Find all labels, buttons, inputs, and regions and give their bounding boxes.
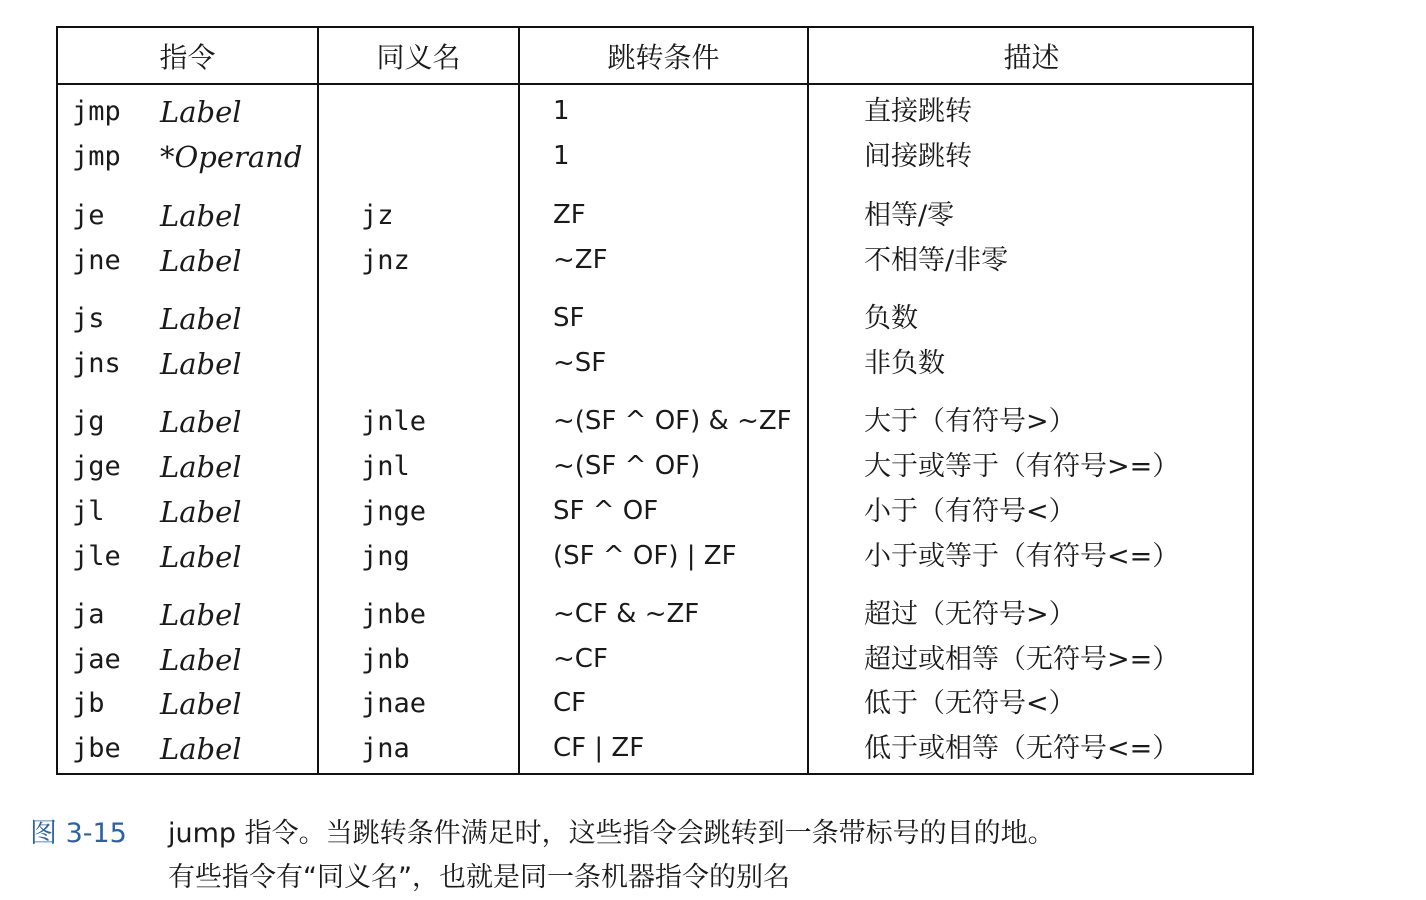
- operand-cell: *Operand: [160, 140, 303, 174]
- instruction-cell: jns: [72, 348, 121, 379]
- figure-caption: [30, 812, 1055, 900]
- synonym-cell: jnb: [361, 644, 410, 675]
- header-instruction: 指令: [159, 40, 216, 74]
- operand-cell: Label: [160, 540, 242, 574]
- operand-cell: Label: [160, 643, 242, 677]
- synonym-cell: jnge: [361, 496, 427, 527]
- instruction-cell: jmp: [72, 96, 121, 127]
- condition-cell: 1: [553, 96, 570, 126]
- figure-number: 图 3-15: [30, 818, 127, 849]
- instruction-cell: jne: [72, 245, 121, 276]
- description-cell: 负数: [864, 303, 918, 334]
- description-cell: 非负数: [864, 348, 945, 379]
- synonym-cell: jng: [361, 541, 410, 572]
- condition-cell: SF: [553, 303, 585, 333]
- operand-cell: Label: [160, 687, 242, 721]
- operand-cell: Label: [160, 95, 242, 129]
- condition-cell: ZF: [553, 200, 586, 230]
- synonym-cell: jz: [361, 200, 394, 231]
- condition-cell: CF: [553, 688, 587, 718]
- column-divider: [807, 28, 809, 773]
- synonym-cell: jnbe: [361, 599, 427, 630]
- caption-text-1: jump 指令。当跳转条件满足时，这些指令会跳转到一条带标号的目的地。: [168, 818, 1055, 849]
- condition-cell: ~ZF: [553, 245, 608, 275]
- condition-cell: SF ^ OF: [553, 496, 659, 526]
- description-cell: 不相等/非零: [864, 245, 1009, 276]
- condition-cell: CF | ZF: [553, 733, 645, 763]
- operand-cell: Label: [160, 244, 242, 278]
- operand-cell: Label: [160, 598, 242, 632]
- operand-cell: Label: [160, 450, 242, 484]
- column-divider: [518, 28, 520, 773]
- operand-cell: Label: [160, 347, 242, 381]
- condition-cell: ~(SF ^ OF): [553, 451, 701, 481]
- operand-cell: Label: [160, 495, 242, 529]
- condition-cell: ~CF: [553, 644, 608, 674]
- condition-cell: ~SF: [553, 348, 607, 378]
- header-description: 描述: [1003, 40, 1060, 74]
- description-cell: 超过（无符号>）: [864, 599, 1076, 630]
- column-divider: [317, 28, 319, 773]
- instruction-cell: jge: [72, 451, 121, 482]
- description-cell: 间接跳转: [864, 141, 972, 172]
- instruction-cell: jb: [72, 688, 105, 719]
- description-cell: 相等/零: [864, 200, 955, 231]
- condition-cell: ~CF & ~ZF: [553, 599, 700, 629]
- instruction-cell: jl: [72, 496, 105, 527]
- synonym-cell: jnz: [361, 245, 410, 276]
- description-cell: 小于（有符号<）: [864, 496, 1076, 527]
- synonym-cell: jnle: [361, 406, 427, 437]
- jump-instruction-table: [56, 26, 1254, 775]
- caption-line-2: 有些指令有“同义名”，也就是同一条机器指令的别名: [168, 862, 790, 893]
- synonym-cell: jna: [361, 733, 410, 764]
- operand-cell: Label: [160, 302, 242, 336]
- header-synonym: 同义名: [376, 40, 461, 74]
- operand-cell: Label: [160, 199, 242, 233]
- instruction-cell: jle: [72, 541, 121, 572]
- instruction-cell: jg: [72, 406, 105, 437]
- operand-cell: Label: [160, 732, 242, 766]
- instruction-cell: jae: [72, 644, 121, 675]
- header-condition: 跳转条件: [607, 40, 720, 74]
- description-cell: 大于（有符号>）: [864, 406, 1076, 437]
- condition-cell: 1: [553, 141, 570, 171]
- condition-cell: (SF ^ OF) | ZF: [553, 541, 737, 571]
- description-cell: 低于或相等（无符号<=）: [864, 733, 1180, 764]
- instruction-cell: ja: [72, 599, 105, 630]
- description-cell: 大于或等于（有符号>=）: [864, 451, 1180, 482]
- synonym-cell: jnl: [361, 451, 410, 482]
- instruction-cell: jmp: [72, 141, 121, 172]
- header-divider: [58, 83, 1252, 85]
- synonym-cell: jnae: [361, 688, 427, 719]
- instruction-cell: js: [72, 303, 105, 334]
- operand-cell: Label: [160, 405, 242, 439]
- description-cell: 低于（无符号<）: [864, 688, 1076, 719]
- caption-line-1: [30, 812, 1055, 856]
- description-cell: 超过或相等（无符号>=）: [864, 644, 1180, 675]
- description-cell: 小于或等于（有符号<=）: [864, 541, 1180, 572]
- instruction-cell: jbe: [72, 733, 121, 764]
- description-cell: 直接跳转: [864, 96, 972, 127]
- condition-cell: ~(SF ^ OF) & ~ZF: [553, 406, 792, 436]
- instruction-cell: je: [72, 200, 105, 231]
